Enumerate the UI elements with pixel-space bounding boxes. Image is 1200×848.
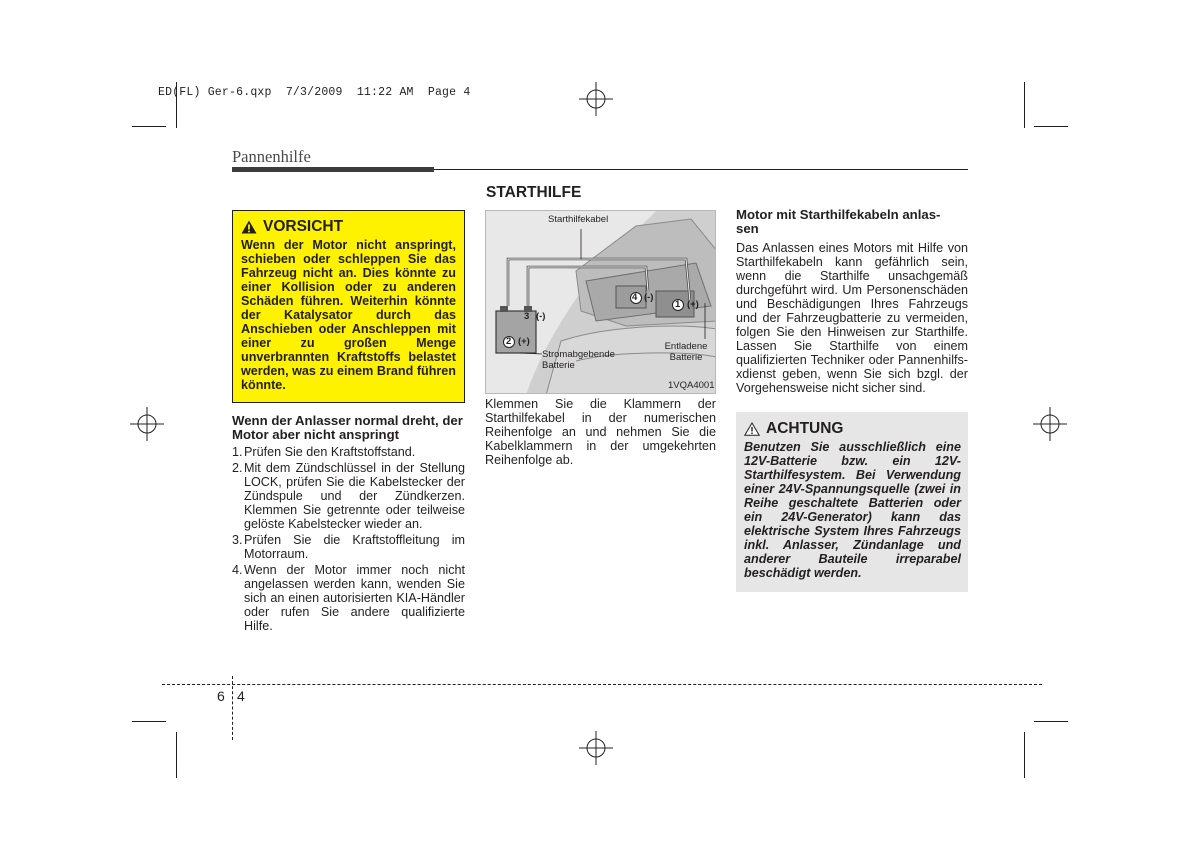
notice-header xyxy=(744,420,961,438)
notice-title: ACHTUNG xyxy=(766,420,844,437)
label-stromabgebende-batterie: Stromabgebende Batterie xyxy=(542,349,615,371)
caution-text: Wenn der Motor nicht anspringt, schieben oder schleppen Sie das Fahrzeug nicht an. Dies könnte zu einer Kollision oder zu anderen Schäden führen. Weiterhin könnte der Katalysator durch das Anschieben oder Anschleppen mit einer zu großen Menge unverbrannten Kraftstoffs belastet werden, was zu einem Brand führen könnte. xyxy=(241,238,456,392)
jumpstart-figure xyxy=(485,210,716,394)
crop-mark xyxy=(176,732,177,778)
marker-1: 1 (+) xyxy=(675,299,699,310)
crop-mark xyxy=(1024,82,1025,128)
starter-steps xyxy=(232,445,465,633)
page-section-number: 6 xyxy=(217,688,225,704)
crop-mark xyxy=(1034,721,1068,722)
registration-mark-icon xyxy=(1033,407,1067,441)
list-item: 2. Mit dem Zündschlüssel in der Stellung LOCK, prüfen Sie die Kabelstecker der Zündspule und der Zündkerzen. Klemmen Sie getrennte oder teilweise gelöste Kabelstecker wieder an. xyxy=(232,461,465,531)
section-title: Pannenhilfe xyxy=(232,147,311,166)
footer-dashed-divider xyxy=(232,676,233,740)
crop-mark xyxy=(132,126,166,127)
footer-dashed-rule xyxy=(162,684,1042,685)
starthilfe-heading: STARTHILFE xyxy=(486,184,582,201)
warning-triangle-filled-icon xyxy=(241,220,257,234)
marker-3: 3 (-) xyxy=(524,311,546,322)
print-slug: ED(FL) Ger-6.qxp 7/3/2009 11:22 AM Page 4 xyxy=(158,86,471,99)
list-item: 4. Wenn der Motor immer noch nicht angelassen werden kann, wenden Sie sich an einen autorisierten KIA-Händler oder rufen Sie andere qualifizierte Hilfe. xyxy=(232,563,465,633)
starter-heading: Wenn der Anlasser normal dreht, der Motor aber nicht anspringt xyxy=(232,413,463,442)
registration-mark-icon xyxy=(579,82,613,116)
marker-2: 2 (+) xyxy=(506,336,530,347)
header-rule-accent xyxy=(232,167,434,172)
registration-mark-icon xyxy=(130,407,164,441)
list-item: 3. Prüfen Sie die Kraftstoffleitung im Motorraum. xyxy=(232,533,465,561)
figure-caption: Klemmen Sie die Klammern der Starthilfekabel in der numerischen Reihenfolge an und nehmen Sie die Kabelklammern in der umgekehrten Reihenfolge ab. xyxy=(485,397,716,467)
label-entladene-batterie: Entladene Batterie xyxy=(664,341,708,363)
marker-4: 4 (-) xyxy=(632,292,654,303)
crop-mark xyxy=(1024,732,1025,778)
label-starthilfekabel: Starthilfekabel xyxy=(548,214,609,225)
warning-triangle-outline-icon xyxy=(744,422,760,436)
motor-text: Das Anlassen eines Motors mit Hilfe von Starthilfekabeln kann gefährlich sein, wenn die Starthilfe unsachgemäß durchgeführt wird. Um Personenschäden und Beschädigungen Ihres Fahrzeugs und der Fahrzeugbatterie zu vermeiden, folgen Sie den Hinweisen zur Starthilfe. Lassen Sie Starthilfe von einem qualifizierten Techniker oder Pannenhilfs-xdienst geben, wenn Sie sich bzgl. der Vorgehensweise nicht sicher sind. xyxy=(736,241,968,395)
caution-header xyxy=(241,218,456,236)
registration-mark-icon xyxy=(579,731,613,765)
notice-box xyxy=(736,412,968,592)
starter-section xyxy=(232,414,465,635)
crop-mark xyxy=(1034,126,1068,127)
caution-title: VORSICHT xyxy=(263,218,344,235)
figure-code: 1VQA4001 xyxy=(668,380,715,391)
page-number: 4 xyxy=(237,688,245,704)
list-item: 1. Prüfen Sie den Kraftstoffstand. xyxy=(232,445,416,459)
caution-box xyxy=(232,210,465,403)
crop-mark xyxy=(132,721,166,722)
motor-heading: Motor mit Starthilfekabeln anlas- sen xyxy=(736,207,941,236)
notice-text: Benutzen Sie ausschließlich eine 12V-Batterie bzw. ein 12V-Starthilfesystem. Bei Verwendung einer 24V-Spannungsquelle (zwei in Reihe geschaltete Batterien oder ein 24V-Generator) kann das elektrische System Ihres Fahrzeugs inkl. Anlasser, Zündanlage und anderer Bauteile irreparabel beschädigt werden. xyxy=(744,440,961,580)
